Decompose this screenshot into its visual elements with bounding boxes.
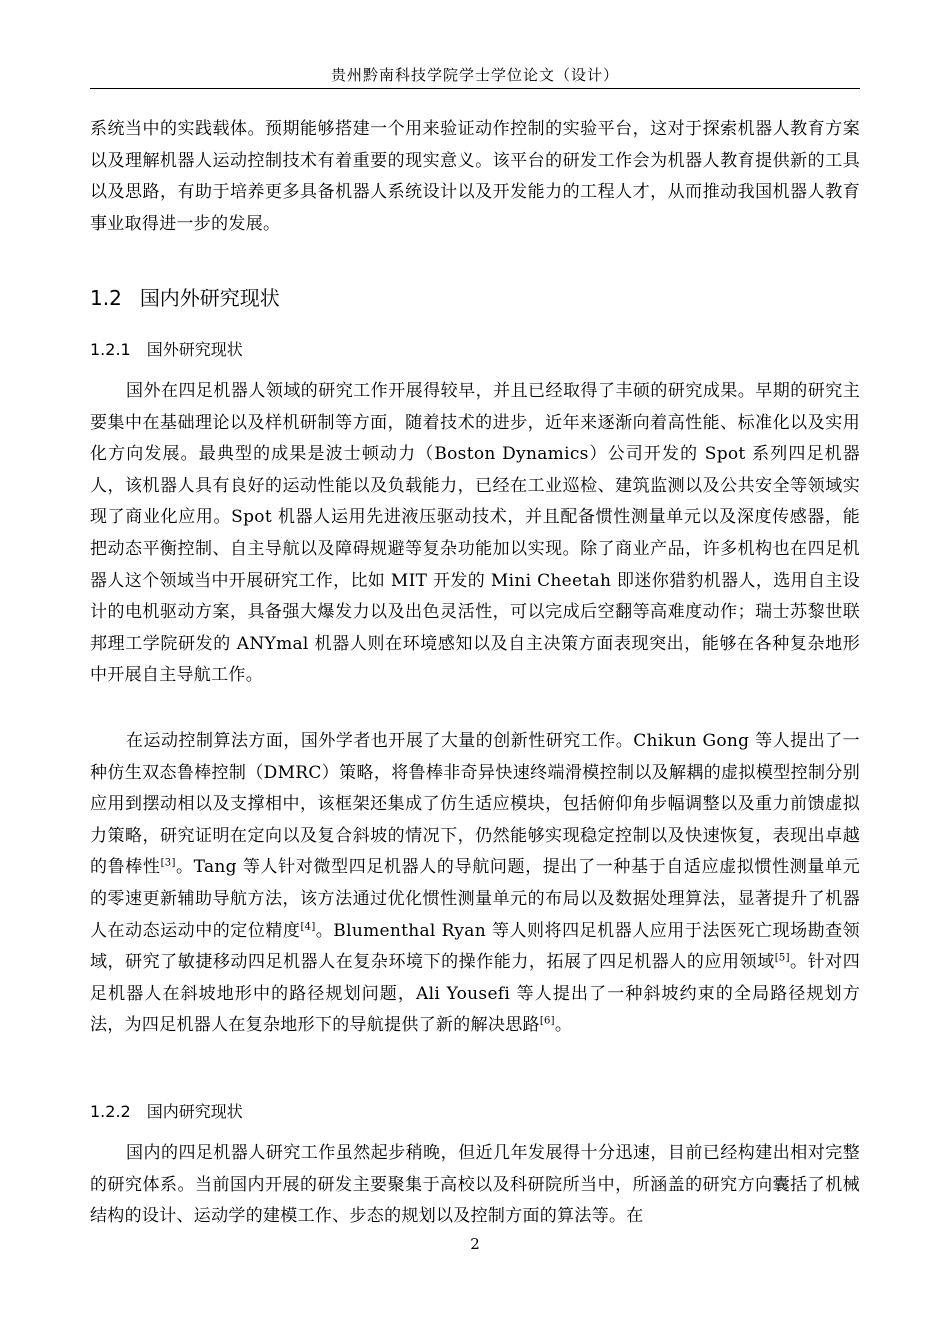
citation-5[interactable]: [5] <box>774 952 790 964</box>
subsection-heading-1-2-1 <box>90 338 860 362</box>
paragraph-text: 。 <box>554 1015 573 1036</box>
citation-3[interactable]: [3] <box>160 857 176 869</box>
section-title: 国内外研究现状 <box>139 286 280 310</box>
section-heading-1-2 <box>90 284 860 312</box>
section-number: 1.2 <box>90 286 122 310</box>
paragraph-text: 在运动控制算法方面，国外学者也开展了大量的创新性研究工作。Chikun Gong 等人提出了一种仿生双态鲁棒控制（DMRC）策略，将鲁棒非奇异快速终端滑模控制以及解耦的虚拟模型控制分别应用到摆动相以及支撑相中，该框架还集成了仿生适应模块，包括俯仰角步幅调整以及重力前馈虚拟力策略，研究证明在定向以及复合斜坡的情况下，仍然能够实现稳定控制以及快速恢复，表现出卓越的鲁棒性 <box>90 731 860 878</box>
subsection-title: 国外研究现状 <box>146 340 243 359</box>
header-divider <box>90 88 860 89</box>
paragraph-text: 。Tang 等人针对微型四足机器人的导航问题，提出了一种基于自适应虚拟惯性测量单元的零速更新辅助导航方法，该方法通过优化惯性测量单元的布局以及数据处理算法，显著提升了机器人在动态运动中的定位精度 <box>90 857 861 941</box>
citation-6[interactable]: [6] <box>539 1015 555 1027</box>
subsection-heading-1-2-2 <box>90 1100 860 1124</box>
paragraph-text: 。Blumenthal Ryan 等人则将四足机器人应用于法医死亡现场勘查领域，研究了敏捷移动四足机器人在复杂环境下的操作能力，拓展了四足机器人的应用领域 <box>90 920 860 973</box>
page-header-title: 贵州黔南科技学院学士学位论文（设计） <box>330 66 619 84</box>
paragraph-text: 。针对四足机器人在斜坡地形中的路径规划问题，Ali Yousefi 等人提出了一种斜坡约束的全局路径规划方法，为四足机器人在复杂地形下的导航提供了新的解决思路 <box>90 952 861 1036</box>
subsection-title: 国内研究现状 <box>146 1102 243 1121</box>
citation-4[interactable]: [4] <box>300 920 316 932</box>
foreign-research-paragraph-1: 国外在四足机器人领域的研究工作开展得较早，并且已经取得了丰硕的研究成果。早期的研究主要集中在基础理论以及样机研制等方面，随着技术的进步，近年来逐渐向着高性能、标准化以及实用化方向发展。最典型的成果是波士顿动力（Boston Dynamics）公司开发的 Spot 系列四足机器人，该机器人具有良好的运动性能以及负载能力，已经在工业巡检、建筑监测以及公共安全等领域实现了商业化应用。Spot 机器人运用先进液压驱动技术，并且配备惯性测量单元以及深度传感器，能把动态平衡控制、自主导航以及障碍规避等复杂功能加以实现。除了商业产品，许多机构也在四足机器人这个领域当中开展研究工作，比如 MIT 开发的 Mini Cheetah 即迷你猎豹机器人，选用自主设计的电机驱动方案，具备强大爆发力以及出色灵活性，可以完成后空翻等高难度动作；瑞士苏黎世联邦理工学院研发的 ANYmal 机器人则在环境感知以及自主决策方面表现突出，能够在各种复杂地形中开展自主导航工作。 <box>90 381 860 686</box>
subsection-number: 1.2.2 <box>90 1102 131 1121</box>
subsection-number: 1.2.1 <box>90 340 131 359</box>
page-number: 2 <box>470 1235 480 1253</box>
domestic-research-paragraph-1: 国内的四足机器人研究工作虽然起步稍晚，但近几年发展得十分迅速，目前已经构建出相对完整的研究体系。当前国内开展的研发主要聚集于高校以及科研院所当中，所涵盖的研究方向囊括了机械结构的设计、运动学的建模工作、步态的规划以及控制方面的算法等。在 <box>90 1143 860 1227</box>
foreign-research-paragraph-2 <box>90 726 860 1042</box>
intro-paragraph: 系统当中的实践载体。预期能够搭建一个用来验证动作控制的实验平台，这对于探索机器人教育方案以及理解机器人运动控制技术有着重要的现实意义。该平台的研发工作会为机器人教育提供新的工具以及思路，有助于培养更多具备机器人系统设计以及开发能力的工程人才，从而推动我国机器人教育事业取得进一步的发展。 <box>90 119 860 234</box>
